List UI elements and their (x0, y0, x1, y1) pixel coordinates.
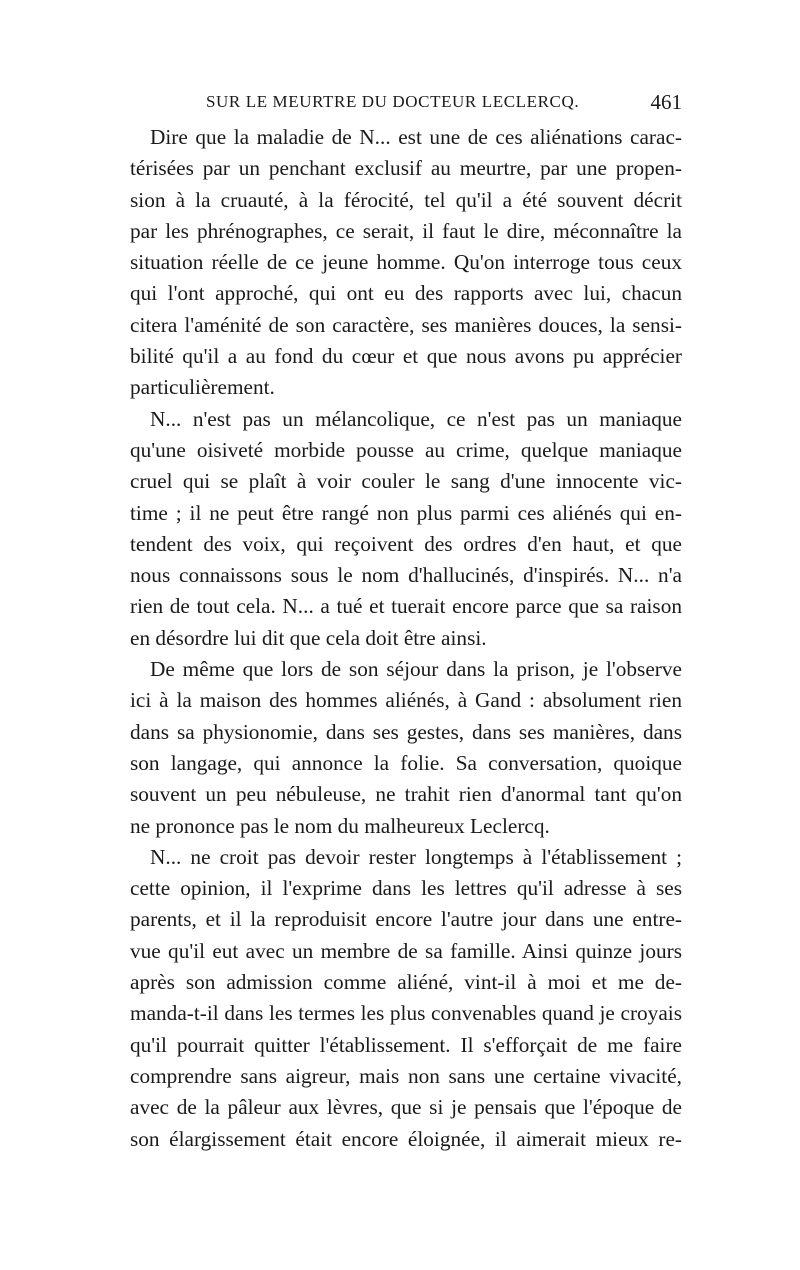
paragraph-1 (130, 122, 682, 404)
text-line: N... n'est pas un mélancolique, ce n'est pas un maniaque (150, 406, 682, 431)
text-line: son élargissement était encore éloignée, il aimerait mieux re- (130, 1126, 682, 1151)
page-number: 461 (650, 90, 682, 114)
text-line: souvent un peu nébuleuse, ne trahit rien d'anormal tant qu'on (130, 782, 682, 807)
text-line: rien de tout cela. N... a tué et tuerait encore parce que sa raison (130, 594, 682, 619)
text-line: après son admission comme aliéné, vint-il à moi et me de- (130, 970, 682, 995)
paragraph-3 (130, 654, 682, 842)
text-line: particulièrement. (130, 375, 275, 400)
text-line: cruel qui se plaît à voir couler le sang d'une innocente vic- (130, 469, 682, 494)
text-line: time ; il ne peut être rangé non plus parmi ces aliénés qui en- (130, 500, 682, 525)
running-title: SUR LE MEURTRE DU DOCTEUR LECLERCQ. (206, 92, 580, 111)
text-line: qu'il pourrait quitter l'établissement. Il s'efforçait de me faire (130, 1032, 682, 1057)
text-line: avec de la pâleur aux lèvres, que si je pensais que l'époque de (130, 1095, 682, 1120)
text-line: bilité qu'il a au fond du cœur et que nous avons pu apprécier (130, 344, 682, 369)
text-line: térisées par un penchant exclusif au meurtre, par une propen- (130, 156, 682, 181)
text-line: Dire que la maladie de N... est une de ces aliénations carac- (150, 125, 682, 149)
text-line: qu'une oisiveté morbide pousse au crime, quelque maniaque (130, 437, 682, 462)
text-line: parents, et il la reproduisit encore l'autre jour dans une entre- (130, 907, 682, 932)
text-line: situation réelle de ce jeune homme. Qu'on interroge tous ceux (130, 250, 682, 275)
running-head (130, 90, 682, 118)
text-line: qui l'ont approché, qui ont eu des rapports avec lui, chacun (130, 281, 682, 306)
text-line: son langage, qui annonce la folie. Sa conversation, quoique (130, 750, 682, 775)
text-line: dans sa physionomie, dans ses gestes, dans ses manières, dans (130, 719, 682, 744)
text-line: manda-t-il dans les termes les plus convenables quand je croyais (130, 1001, 682, 1026)
text-line: ici à la maison des hommes aliénés, à Gand : absolument rien (130, 688, 682, 713)
text-line: citera l'aménité de son caractère, ses manières douces, la sensi- (130, 312, 682, 337)
text-line: ne prononce pas le nom du malheureux Leclercq. (130, 813, 550, 838)
text-line: en désordre lui dit que cela doit être ainsi. (130, 625, 487, 650)
text-line: vue qu'il eut avec un membre de sa famille. Ainsi quinze jours (130, 938, 682, 963)
paragraph-2 (130, 404, 682, 654)
text-line: comprendre sans aigreur, mais non sans une certaine vivacité, (130, 1063, 682, 1088)
text-line: N... ne croit pas devoir rester longtemps à l'établissement ; (150, 844, 682, 869)
text-line: sion à la cruauté, à la férocité, tel qu'il a été souvent décrit (130, 187, 682, 212)
text-line: tendent des voix, qui reçoivent des ordres d'en haut, et que (130, 531, 682, 556)
text-body (130, 122, 682, 1155)
text-line: par les phrénographes, ce serait, il faut le dire, méconnaître la (130, 218, 682, 243)
text-line: nous connaissons sous le nom d'hallucinés, d'inspirés. N... n'a (130, 563, 682, 588)
text-line: cette opinion, il l'exprime dans les lettres qu'il adresse à ses (130, 876, 682, 901)
text-line: De même que lors de son séjour dans la prison, je l'observe (150, 657, 682, 682)
paragraph-4 (130, 842, 682, 1155)
